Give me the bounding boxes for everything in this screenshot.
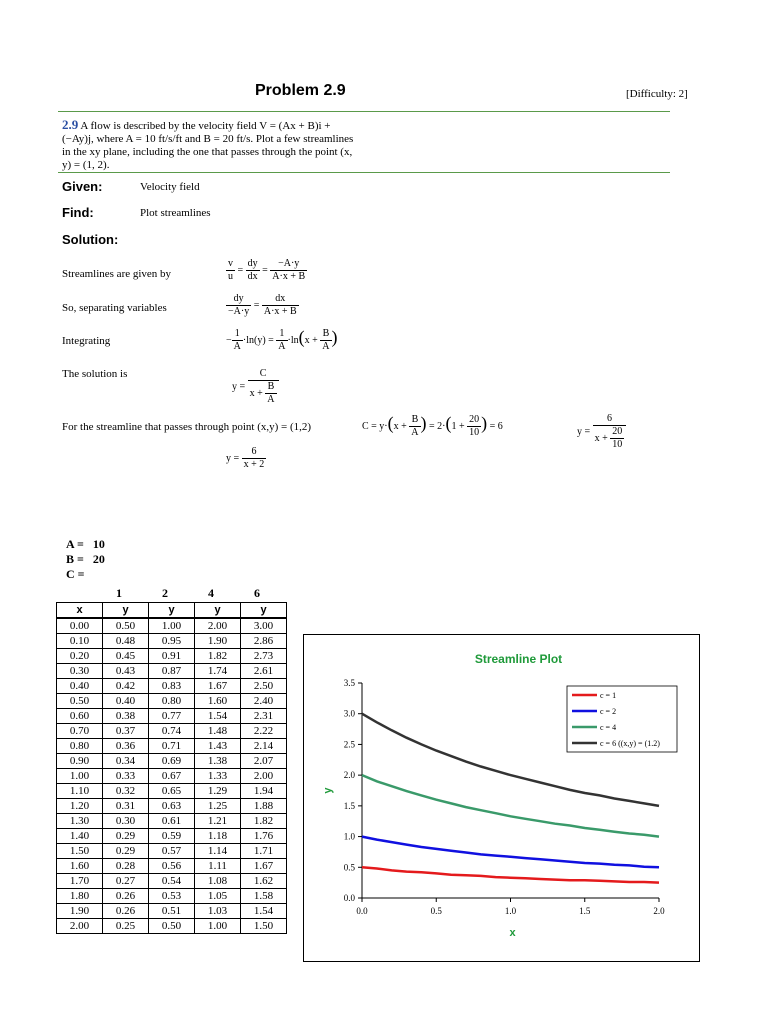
legend-label: c = 1 bbox=[600, 691, 617, 700]
y-cell: 1.33 bbox=[195, 769, 241, 784]
x-axis-label: x bbox=[509, 927, 516, 939]
step-text: Integrating bbox=[62, 335, 111, 347]
y-tick-label: 3.5 bbox=[343, 678, 355, 688]
y-cell: 0.67 bbox=[149, 769, 195, 784]
y-cell: 1.38 bbox=[195, 754, 241, 769]
y-cell: 1.03 bbox=[195, 904, 241, 919]
y-cell: 1.00 bbox=[149, 618, 195, 634]
y-cell: 2.00 bbox=[195, 618, 241, 634]
y-cell: 0.25 bbox=[103, 919, 149, 934]
y-cell: 2.07 bbox=[241, 754, 287, 769]
column-header: y bbox=[149, 603, 195, 619]
equation-integrated: − $\frac{1}{A}$ ·ln(y) = $\frac{1}{A}$ ·ln(x + $\frac{B}{A}$ ) bbox=[226, 327, 338, 353]
y-cell: 0.37 bbox=[103, 724, 149, 739]
x-cell: 1.40 bbox=[57, 829, 103, 844]
x-cell: 1.70 bbox=[57, 874, 103, 889]
table-row bbox=[57, 649, 287, 664]
y-cell: 0.50 bbox=[149, 919, 195, 934]
table-row bbox=[57, 739, 287, 754]
table-row bbox=[57, 694, 287, 709]
y-cell: 1.60 bbox=[195, 694, 241, 709]
table-row bbox=[57, 664, 287, 679]
param-a-value: 10 bbox=[92, 537, 105, 551]
x-cell: 2.00 bbox=[57, 919, 103, 934]
legend-label: c = 6 ((x,y) = (1.2) bbox=[600, 739, 660, 748]
x-cell: 0.40 bbox=[57, 679, 103, 694]
y-cell: 1.25 bbox=[195, 799, 241, 814]
x-cell: 1.60 bbox=[57, 859, 103, 874]
c-value: 4 bbox=[208, 586, 214, 600]
y-cell: 0.28 bbox=[103, 859, 149, 874]
y-cell: 1.05 bbox=[195, 889, 241, 904]
y-cell: 1.74 bbox=[195, 664, 241, 679]
find-value: Plot streamlines bbox=[140, 207, 211, 219]
data-table bbox=[56, 602, 287, 934]
x-cell: 0.20 bbox=[57, 649, 103, 664]
column-header: y bbox=[103, 603, 149, 619]
x-cell: 0.30 bbox=[57, 664, 103, 679]
problem-number: 2.9 bbox=[62, 117, 79, 132]
x-cell: 1.30 bbox=[57, 814, 103, 829]
table-row bbox=[57, 919, 287, 934]
y-cell: 1.08 bbox=[195, 874, 241, 889]
x-tick-label: 0.5 bbox=[430, 906, 442, 916]
x-cell: 1.10 bbox=[57, 784, 103, 799]
x-cell: 1.50 bbox=[57, 844, 103, 859]
step-text: For the streamline that passes through point (x,y) = (1,2) bbox=[62, 421, 312, 433]
column-header: y bbox=[241, 603, 287, 619]
solution-label: Solution: bbox=[62, 232, 119, 247]
y-cell: 1.67 bbox=[241, 859, 287, 874]
table-row bbox=[57, 784, 287, 799]
y-cell: 0.83 bbox=[149, 679, 195, 694]
y-cell: 1.82 bbox=[241, 814, 287, 829]
chart-svg bbox=[304, 635, 699, 961]
y-cell: 0.80 bbox=[149, 694, 195, 709]
equation-particular: y = 6 x + $\frac{20}{10}$ bbox=[577, 413, 626, 451]
y-cell: 1.48 bbox=[195, 724, 241, 739]
table-row bbox=[57, 829, 287, 844]
y-cell: 2.86 bbox=[241, 634, 287, 649]
y-cell: 1.58 bbox=[241, 889, 287, 904]
equation-constant: C = y·(x + $\frac{B}{A}$ ) = 2·(1 + $\frac{20}{10}$ ) = 6 bbox=[362, 413, 503, 439]
y-cell: 1.54 bbox=[241, 904, 287, 919]
y-cell: 3.00 bbox=[241, 618, 287, 634]
table-row bbox=[57, 618, 287, 634]
y-cell: 1.90 bbox=[195, 634, 241, 649]
y-cell: 0.32 bbox=[103, 784, 149, 799]
x-cell: 1.90 bbox=[57, 904, 103, 919]
table-row bbox=[57, 769, 287, 784]
param-b-label: B = bbox=[66, 552, 84, 566]
y-cell: 0.59 bbox=[149, 829, 195, 844]
given-value: Velocity field bbox=[140, 181, 200, 193]
table-row bbox=[57, 709, 287, 724]
table-row bbox=[57, 799, 287, 814]
step-text: So, separating variables bbox=[62, 302, 167, 314]
y-cell: 0.61 bbox=[149, 814, 195, 829]
y-cell: 0.26 bbox=[103, 904, 149, 919]
y-cell: 0.27 bbox=[103, 874, 149, 889]
y-cell: 1.21 bbox=[195, 814, 241, 829]
y-cell: 2.40 bbox=[241, 694, 287, 709]
x-cell: 0.90 bbox=[57, 754, 103, 769]
y-cell: 1.18 bbox=[195, 829, 241, 844]
streamline-chart bbox=[303, 634, 700, 962]
table-row bbox=[57, 724, 287, 739]
y-cell: 2.73 bbox=[241, 649, 287, 664]
y-cell: 1.88 bbox=[241, 799, 287, 814]
equation-streamline: $\frac{v}{u}$ = $\frac{dy}{dx}$ = $\frac{-A\cdot y}{A\cdot x + B}$ bbox=[228, 258, 306, 282]
y-cell: 1.82 bbox=[195, 649, 241, 664]
y-cell: 2.00 bbox=[241, 769, 287, 784]
y-cell: 1.11 bbox=[195, 859, 241, 874]
y-cell: 1.54 bbox=[195, 709, 241, 724]
y-cell: 1.71 bbox=[241, 844, 287, 859]
y-cell: 0.42 bbox=[103, 679, 149, 694]
y-cell: 0.87 bbox=[149, 664, 195, 679]
x-cell: 0.50 bbox=[57, 694, 103, 709]
x-cell: 1.20 bbox=[57, 799, 103, 814]
y-cell: 0.54 bbox=[149, 874, 195, 889]
y-cell: 0.29 bbox=[103, 844, 149, 859]
y-cell: 1.50 bbox=[241, 919, 287, 934]
equation-solution: y = C x + $\frac{B}{A}$ bbox=[232, 368, 279, 406]
step-text: The solution is bbox=[62, 368, 128, 380]
param-b-value: 20 bbox=[92, 552, 105, 566]
y-cell: 1.76 bbox=[241, 829, 287, 844]
legend-label: c = 4 bbox=[600, 723, 617, 732]
x-tick-label: 1.0 bbox=[504, 906, 517, 916]
y-cell: 0.26 bbox=[103, 889, 149, 904]
equation-final: y = $\frac{6}{x + 2}$ bbox=[226, 446, 265, 470]
y-cell: 0.31 bbox=[103, 799, 149, 814]
problem-statement bbox=[62, 118, 362, 172]
y-cell: 0.69 bbox=[149, 754, 195, 769]
x-tick-label: 0.0 bbox=[356, 906, 368, 916]
y-cell: 0.91 bbox=[149, 649, 195, 664]
y-cell: 2.22 bbox=[241, 724, 287, 739]
y-cell: 0.36 bbox=[103, 739, 149, 754]
y-cell: 1.00 bbox=[195, 919, 241, 934]
x-tick-label: 2.0 bbox=[653, 906, 665, 916]
y-cell: 0.34 bbox=[103, 754, 149, 769]
c-value: 2 bbox=[162, 586, 168, 600]
c-value: 1 bbox=[116, 586, 122, 600]
y-cell: 1.94 bbox=[241, 784, 287, 799]
c-value: 6 bbox=[254, 586, 260, 600]
table-row bbox=[57, 634, 287, 649]
y-cell: 0.95 bbox=[149, 634, 195, 649]
param-c-label: C = bbox=[66, 567, 85, 581]
problem-text: A flow is described by the velocity field V = (Ax + B)i + (−Ay)j, where A = 10 ft/s/ft and B = 20 ft/s. Plot a few streamlines in the xy plane, including the one that passes through the point (x, y) = (1, 2). bbox=[62, 120, 354, 171]
table-row bbox=[57, 874, 287, 889]
equation-separated: $\frac{dy}{-A\cdot y}$ = $\frac{dx}{A\cdot x + B}$ bbox=[228, 293, 297, 317]
y-cell: 1.62 bbox=[241, 874, 287, 889]
x-cell: 1.00 bbox=[57, 769, 103, 784]
step-text: Streamlines are given by bbox=[62, 268, 172, 280]
statement-divider bbox=[58, 172, 670, 173]
y-tick-label: 1.0 bbox=[343, 831, 355, 842]
table-row bbox=[57, 679, 287, 694]
y-cell: 0.63 bbox=[149, 799, 195, 814]
given-label: Given: bbox=[62, 179, 103, 194]
x-cell: 1.80 bbox=[57, 889, 103, 904]
y-tick-label: 0.0 bbox=[343, 893, 355, 903]
x-cell: 0.70 bbox=[57, 724, 103, 739]
y-cell: 0.74 bbox=[149, 724, 195, 739]
column-header: y bbox=[195, 603, 241, 619]
y-cell: 0.30 bbox=[103, 814, 149, 829]
parameters-block bbox=[66, 537, 105, 582]
difficulty-label: [Difficulty: 2] bbox=[626, 88, 688, 100]
y-cell: 0.38 bbox=[103, 709, 149, 724]
y-cell: 0.71 bbox=[149, 739, 195, 754]
series-line bbox=[362, 837, 659, 868]
param-a-label: A = bbox=[66, 537, 84, 551]
series-line bbox=[362, 775, 659, 837]
table-row bbox=[57, 814, 287, 829]
y-cell: 1.43 bbox=[195, 739, 241, 754]
y-cell: 0.53 bbox=[149, 889, 195, 904]
y-cell: 0.43 bbox=[103, 664, 149, 679]
table-row bbox=[57, 754, 287, 769]
y-cell: 0.45 bbox=[103, 649, 149, 664]
y-tick-label: 3.0 bbox=[343, 708, 355, 719]
page-title: Problem 2.9 bbox=[255, 82, 346, 99]
y-tick-label: 0.5 bbox=[343, 862, 355, 873]
y-cell: 2.31 bbox=[241, 709, 287, 724]
y-cell: 1.67 bbox=[195, 679, 241, 694]
y-cell: 0.77 bbox=[149, 709, 195, 724]
y-cell: 0.33 bbox=[103, 769, 149, 784]
x-cell: 0.80 bbox=[57, 739, 103, 754]
y-cell: 0.48 bbox=[103, 634, 149, 649]
legend-label: c = 2 bbox=[600, 707, 617, 716]
data-table-wrapper bbox=[56, 602, 287, 934]
column-header: x bbox=[57, 603, 103, 619]
table-row bbox=[57, 904, 287, 919]
y-cell: 0.51 bbox=[149, 904, 195, 919]
find-label: Find: bbox=[62, 205, 94, 220]
x-cell: 0.10 bbox=[57, 634, 103, 649]
y-cell: 2.50 bbox=[241, 679, 287, 694]
y-tick-label: 2.5 bbox=[343, 739, 355, 750]
y-cell: 0.57 bbox=[149, 844, 195, 859]
table-row bbox=[57, 889, 287, 904]
series-line bbox=[362, 867, 659, 882]
c-values-row bbox=[96, 586, 292, 601]
table-row bbox=[57, 844, 287, 859]
x-tick-label: 1.5 bbox=[579, 906, 591, 916]
table-row bbox=[57, 859, 287, 874]
y-tick-label: 2.0 bbox=[343, 770, 355, 781]
y-axis-label: y bbox=[322, 787, 334, 794]
y-cell: 1.14 bbox=[195, 844, 241, 859]
y-cell: 0.50 bbox=[103, 618, 149, 634]
chart-title: Streamline Plot bbox=[474, 652, 563, 666]
y-cell: 2.61 bbox=[241, 664, 287, 679]
y-cell: 0.56 bbox=[149, 859, 195, 874]
y-tick-label: 1.5 bbox=[343, 800, 355, 811]
y-cell: 0.40 bbox=[103, 694, 149, 709]
x-cell: 0.60 bbox=[57, 709, 103, 724]
top-divider bbox=[58, 111, 670, 112]
x-cell: 0.00 bbox=[57, 618, 103, 634]
y-cell: 0.29 bbox=[103, 829, 149, 844]
y-cell: 1.29 bbox=[195, 784, 241, 799]
y-cell: 0.65 bbox=[149, 784, 195, 799]
y-cell: 2.14 bbox=[241, 739, 287, 754]
